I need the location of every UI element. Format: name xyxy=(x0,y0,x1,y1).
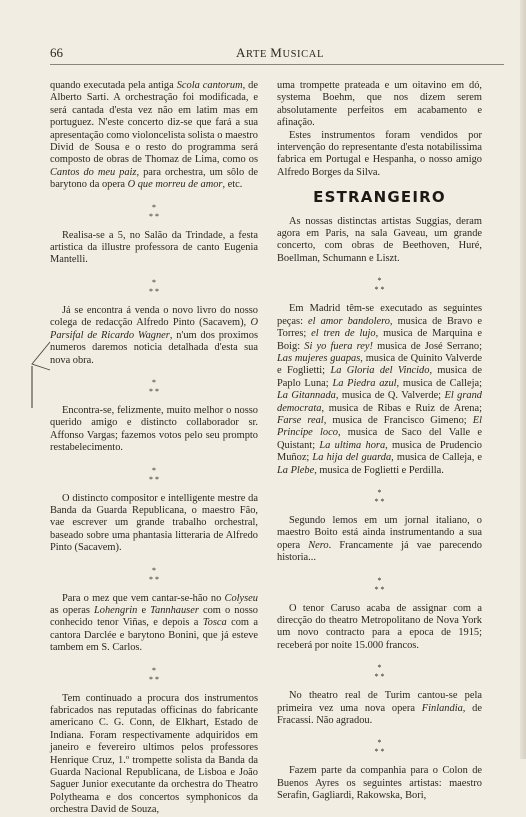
title-letter-m: M xyxy=(270,45,283,60)
paragraph: Tem continuado a procura dos instrumentos fabricados nas reputadas officinas do fabricante americano C. G. Conn, de Elkhart, Estado de Indiana. Foram respectivamente adquiridos em janeiro e fevereiro ultimos pelos professores Henrique Cruz, 1.º trompette solista da Banda da Guarda Nacional Republicana, de Lisboa e João Saguer Junior executante da orchestra do Theatro Polytheama e dos concertos symphonicos da orchestra David de Souza, xyxy=(50,692,258,816)
section-separator: * * * xyxy=(374,575,385,594)
paragraph: Segundo lemos em um jornal italiano, o maestro Boito está ainda instrumentando a sua opera Nero. Francamente já vae parecendo historia... xyxy=(277,514,482,564)
paragraph: Realisa-se a 5, no Salão da Trindade, a festa artistica da illustre professora de canto Eugenia Mantelli. xyxy=(50,229,258,266)
paragraph: As nossas distinctas artistas Suggias, deram agora em Paris, na sala Gaveau, um grande concerto, com obras de Beethoven, Huré, Boellman, Schumann e Liszt. xyxy=(277,215,482,264)
title-letter-a: A xyxy=(236,45,247,60)
section-separator: * * * xyxy=(149,665,159,684)
section-separator: * * * xyxy=(149,465,159,484)
paragraph: No theatro real de Turim cantou-se pela primeira vez uma nova opera Finlandia, de Fracassi. Não agradou. xyxy=(277,690,482,727)
section-heading: ESTRANGEIRO xyxy=(313,188,446,207)
paragraph: Estes instrumentos foram vendidos por intervenção do representante d'esta notabilissima fabrica em Portugal e Hespanha, o nosso amigo Alfredo Borges da Silva. xyxy=(277,129,482,178)
title-part-m: USICAL xyxy=(282,49,324,60)
paragraph: quando executada pela antiga Scola cantorum, de Alberto Sarti. A orchestração foi modificada, e será cantada d'esta vez não em latim mas em portuguez. N'este concerto diz-se que fará a sua apresentação como violoncelista solista o maestro Divid de Sousa e o resto do programma será composto de obras de Thomaz de Lima, como os Cantos do meu paiz, para orchestra, um sôlo de barytono da opera O que morreu de amor, etc. xyxy=(50,80,259,191)
paragraph: Em Madrid têm-se executado as seguintes peças: el amor bandolero, musica de Bravo e Torres; el tren de lujo, musica de Marquina e Boig: Si yo fuera rey! musica de José Serrano; Las mujeres guapas, musica de Quinito Valverde e Foglietti; La Gloria del Vincido, musica de Paplo Luna; La Piedra azul, musica de Calleja; La Gitannada, musica de Q. Valverde; El grand democrata, musica de Ribas e Ruiz de Arena; Farse real, musica de Francisco Gimeno; El Principe loco, musica de Saco del Valle e Quistant; La ultima hora, musica de Prudencio Muñoz; La hija del guarda, musica de Calleja, e La Plebe, musica de Foglietti e Perdilla. xyxy=(277,303,483,476)
running-title xyxy=(200,45,360,61)
paragraph: Para o mez que vem cantar-se-hão no Colyseu as operas Lohengrin e Tannhauser com o nosso conhecido tenor Viñas, e depois a Tosca com a cantora Darclée e barytono Bonini, que já esteve tambem em S. Carlos. xyxy=(50,592,259,654)
section-separator: * * * xyxy=(374,487,385,506)
header-rule xyxy=(50,64,504,65)
section-separator: * * * xyxy=(374,738,385,757)
left-column xyxy=(50,80,258,817)
paragraph: O tenor Caruso acaba de assignar com a direcção do theatro Metropolitano de Nova York um novo contracto para a epoca de 1915; receberá por noite 15.000 francos. xyxy=(277,602,482,651)
section-separator: * * * xyxy=(149,277,159,296)
paragraph: uma trompette prateada e um oitavino em dó, systema Boehm, que nos dizem serem absolutamente perfeitos em acabamento e afinação. xyxy=(277,80,482,129)
section-separator: * * * xyxy=(149,565,159,584)
page-edge xyxy=(520,0,526,759)
paragraph: O distincto compositor e intelligente mestre da Banda da Guarda Republicana, o maestro Fão, vae escrever um grande trabalho orchestral, baseado sobre uma phantasia litteraria de Alfredo Pinto (Sacavem). xyxy=(50,492,258,554)
paragraph: Fazem parte da companhia para o Colon de Buenos Ayres os seguintes artistas: maestro Serafin, Gagliardi, Rakowska, Bori, xyxy=(277,765,482,802)
section-separator: * * * xyxy=(149,202,159,221)
right-column xyxy=(277,80,482,803)
section-separator: * * * xyxy=(374,276,385,295)
paragraph: Já se encontra á venda o novo livro do nosso colega de redacção Alfredo Pinto (Sacavem), O Parsifal de Ricardo Wagner, n'um dos proximos numeros daremos noticia detalhada d'esta sua nova obra. xyxy=(50,304,258,366)
paragraph: Encontra-se, felizmente, muito melhor o nosso querido amigo e distincto collaborador sr. Affonso Vargas; fazemos votos pelo seu prompto restabelecimento. xyxy=(50,404,258,454)
title-part-a: RTE xyxy=(246,49,271,60)
page-number: 66 xyxy=(50,45,63,60)
section-separator: * * * xyxy=(149,377,159,396)
section-separator: * * * xyxy=(374,663,385,682)
